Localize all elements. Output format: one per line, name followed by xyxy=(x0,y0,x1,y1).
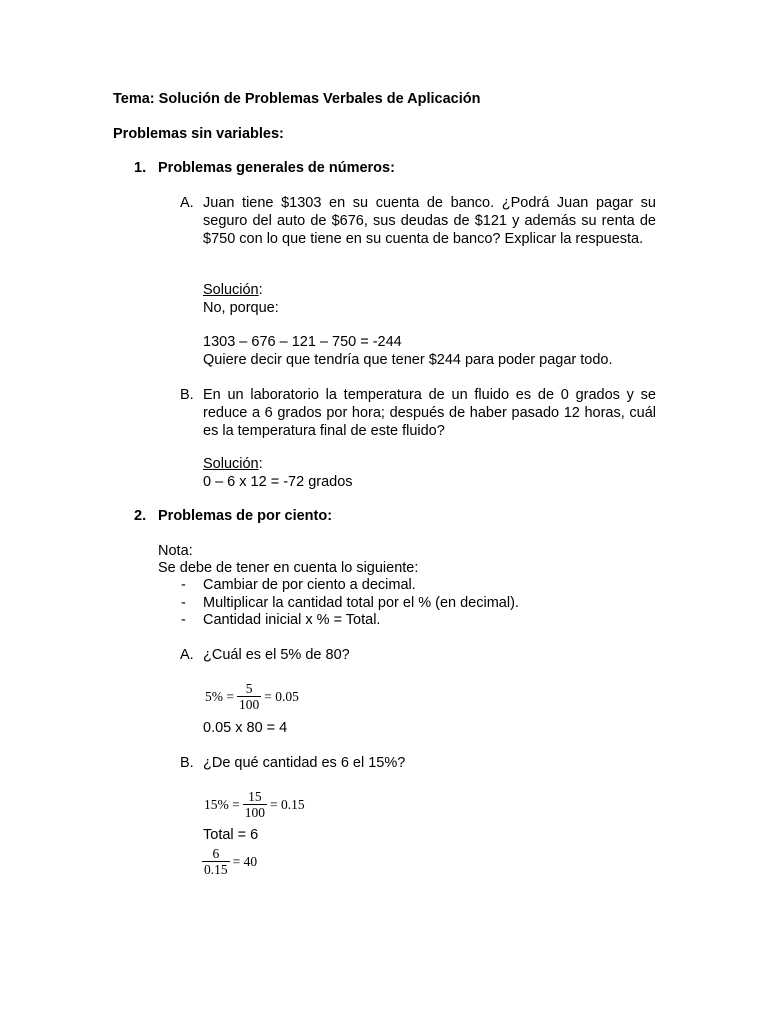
problem-1a-calculation: 1303 – 676 – 121 – 750 = -244 xyxy=(203,334,402,350)
fraction xyxy=(202,846,230,877)
problem-1a-answer: No, porque: xyxy=(203,300,279,316)
equation-lhs: 15% = xyxy=(204,796,240,812)
equation-lhs: 5% = xyxy=(205,688,234,704)
problem-2b-total: Total = 6 xyxy=(203,827,259,843)
note-intro: Se debe de tener en cuenta lo siguiente: xyxy=(158,560,419,576)
fraction-denominator: 100 xyxy=(238,697,260,712)
problem-1b-calculation: 0 – 6 x 12 = -72 grados xyxy=(203,474,353,490)
section-subtitle: Problemas sin variables: xyxy=(113,126,284,142)
equation-rhs: = 0.05 xyxy=(264,688,299,704)
bullet-item: Multiplicar la cantidad total por el % (en decimal). xyxy=(203,595,519,611)
document-title: Tema: Solución de Problemas Verbales de Aplicación xyxy=(113,91,481,107)
fraction-denominator: 100 xyxy=(244,805,265,820)
problem-2a-equation xyxy=(205,681,299,712)
problem-1a-text: Juan tiene $1303 en su cuenta de banco. ¿Podrá Juan pagar su seguro del auto de $676, sus deudas de $121 y además su renta de $750 con lo que tiene en su cuenta de banco? Explicar la respuesta. xyxy=(203,195,656,247)
bullet-marker: - xyxy=(181,577,186,593)
section-2-number: 2. xyxy=(134,508,147,524)
problem-2b-letter: B. xyxy=(180,755,194,771)
fraction-denominator: 0.15 xyxy=(204,862,228,877)
note-label: Nota: xyxy=(158,543,193,559)
problem-1a-letter: A. xyxy=(180,195,194,211)
problem-1b-text: En un laboratorio la temperatura de un fluido es de 0 grados y se reduce a 6 grados por hora; después de haber pasado 12 horas, cuál es la temperatura final de este fluido? xyxy=(203,387,656,439)
fraction-numerator: 5 xyxy=(245,681,253,696)
section-1-heading: Problemas generales de números: xyxy=(158,160,395,176)
bullet-marker: - xyxy=(181,595,186,611)
problem-2b-equation xyxy=(204,789,305,820)
bullet-item: Cantidad inicial x % = Total. xyxy=(203,612,381,628)
fraction xyxy=(237,681,261,712)
bullet-item: Cambiar de por ciento a decimal. xyxy=(203,577,416,593)
equation-rhs: = 0.15 xyxy=(269,796,305,812)
fraction-numerator: 15 xyxy=(248,789,262,804)
problem-2a-calculation: 0.05 x 80 = 4 xyxy=(203,720,288,736)
section-1-number: 1. xyxy=(134,160,147,176)
solution-label: Solución xyxy=(203,456,259,472)
solution-colon: : xyxy=(258,456,263,472)
bullet-marker: - xyxy=(181,612,186,628)
problem-1b-letter: B. xyxy=(180,387,194,403)
problem-2a-letter: A. xyxy=(180,647,194,663)
fraction-numerator: 6 xyxy=(212,846,220,861)
solution-label: Solución xyxy=(203,282,259,298)
problem-2a-question: ¿Cuál es el 5% de 80? xyxy=(203,647,350,663)
problem-1b-solution-heading xyxy=(203,455,263,473)
section-2-heading: Problemas de por ciento: xyxy=(158,508,333,524)
problem-1a-explanation: Quiere decir que tendría que tener $244 para poder pagar todo. xyxy=(203,352,613,368)
fraction xyxy=(243,789,267,820)
problem-1a-solution-heading xyxy=(203,281,263,299)
problem-2b-result-equation xyxy=(202,846,257,877)
solution-colon: : xyxy=(258,282,263,298)
equation-rhs: = 40 xyxy=(232,853,258,869)
problem-2b-question: ¿De qué cantidad es 6 el 15%? xyxy=(203,755,406,771)
